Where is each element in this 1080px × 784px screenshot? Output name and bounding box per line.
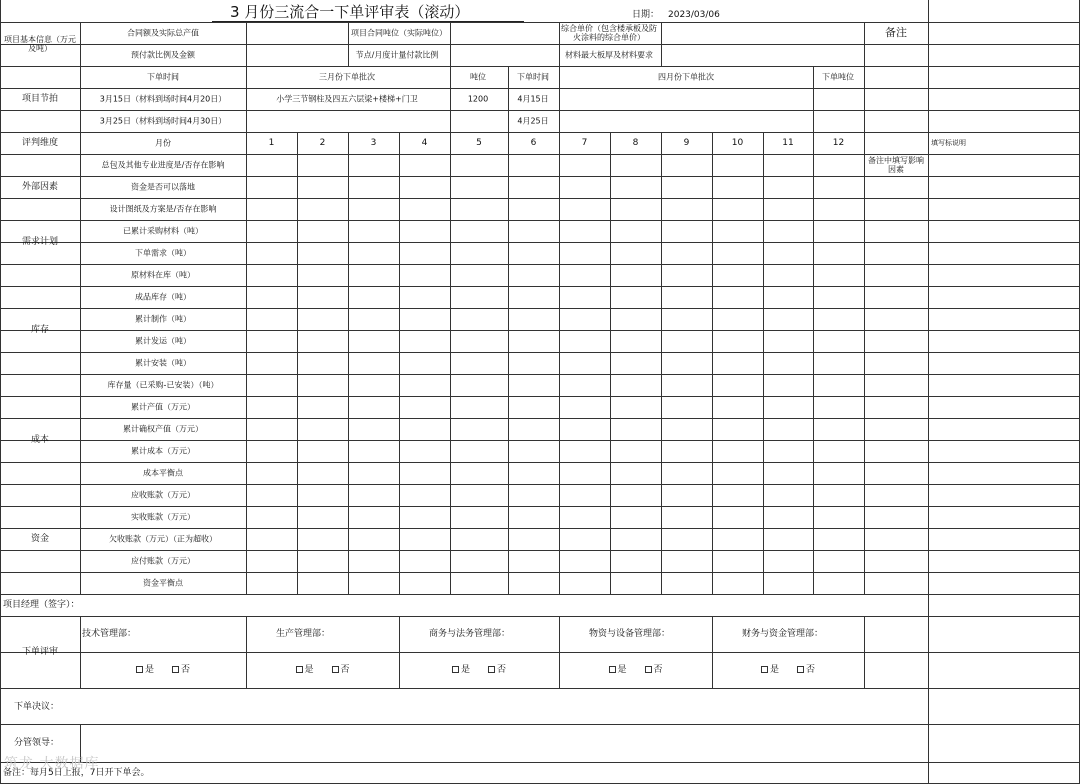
order-time-header-2: 下单时间 [517, 72, 549, 82]
row-label: 应收账款（万元） [131, 490, 195, 500]
month-4: 4 [421, 138, 428, 148]
schedule-label: 项目节拍 [21, 94, 59, 104]
row-label: 资金是否可以落地 [131, 182, 195, 192]
april-batch-header: 四月份下单批次 [658, 72, 714, 82]
row-label: 累计成本（万元） [131, 446, 195, 456]
fill-note: 填写标说明 [931, 139, 966, 147]
review-label: 下单评审 [21, 647, 59, 657]
row2-order-time[interactable]: 3月25日（材料到场时间4月30日） [99, 116, 227, 126]
merge-cover [1, 551, 80, 572]
merge-cover [1, 397, 80, 418]
checkbox-icon [331, 666, 338, 673]
row-label: 设计图纸及方案是/否存在影响 [109, 204, 217, 214]
checkbox-icon [172, 666, 179, 673]
row-label: 下单需求（吨） [135, 248, 191, 258]
row-label: 库存量（已采购-已安装）（吨） [107, 380, 219, 390]
group-label: 需求计划 [21, 237, 59, 247]
month-11: 11 [782, 138, 794, 148]
review-dept: 物资与设备管理部： [589, 629, 671, 639]
merge-cover [1, 67, 80, 88]
merge-cover [1, 595, 928, 616]
merge-cover [81, 725, 928, 762]
yes-checkbox[interactable] [608, 665, 626, 675]
prepay-label: 预付款比例及金额 [131, 50, 195, 60]
leader-label: 分管领导： [14, 738, 60, 748]
row2-date[interactable]: 4月25日 [517, 116, 549, 126]
checkbox-icon [452, 666, 459, 673]
row1-batch[interactable]: 小学三节钢柱及四五六层梁+楼梯+门卫 [276, 94, 418, 104]
no-text: 否 [805, 665, 816, 675]
date-value[interactable]: 2023/03/06 [668, 10, 720, 20]
checkbox-icon [608, 666, 615, 673]
remark-note: 备注中填写影响因素 [868, 156, 924, 174]
no-text: 否 [340, 665, 350, 675]
row-label: 总包及其他专业进度是/否存在影响 [101, 160, 225, 170]
no-checkbox[interactable] [644, 665, 662, 675]
yes-text: 是 [144, 665, 155, 675]
row-label: 累计安装（吨） [135, 358, 191, 368]
row-label: 累计制作（吨） [135, 314, 191, 324]
row-label: 累计发运（吨） [135, 336, 191, 346]
review-dept: 财务与资金管理部： [742, 629, 824, 639]
checkbox-icon [488, 666, 495, 673]
merge-cover [1, 155, 80, 176]
payment-ratio-label: 节点/月度计量付款比例 [355, 50, 439, 60]
date-label: 日期： [632, 10, 660, 20]
no-checkbox[interactable] [488, 665, 506, 675]
group-label: 外部因素 [21, 182, 59, 192]
order-tonnage-header: 下单吨位 [822, 72, 854, 82]
material-req-label: 材料最大板厚及材料要求 [565, 50, 653, 60]
title-underline [212, 21, 524, 22]
yes-text: 是 [769, 665, 780, 675]
pm-signature-label: 项目经理（签字）： [3, 600, 80, 610]
month-2: 2 [319, 138, 326, 148]
row-label: 已累计采购材料（吨） [123, 226, 203, 236]
tonnage-header: 吨位 [470, 72, 486, 82]
month-label: 月份 [155, 138, 171, 148]
review-dept: 生产管理部： [276, 629, 331, 639]
group-label: 资金 [30, 534, 50, 544]
row-label: 资金平衡点 [143, 578, 183, 588]
march-batch-header: 三月份下单批次 [319, 72, 375, 82]
tonnage-label: 项目合同吨位（实际吨位） [351, 28, 447, 38]
remark-header: 备注 [885, 26, 907, 39]
row1-date[interactable]: 4月15日 [517, 94, 549, 104]
row1-tonnage[interactable]: 1200 [467, 94, 489, 104]
month-8: 8 [632, 138, 639, 148]
footnote: 备注：每月5日上报，7日开下单会。 [3, 768, 150, 778]
decision-label: 下单决议： [14, 702, 60, 712]
month-9: 9 [683, 138, 690, 148]
merge-cover [1, 507, 80, 528]
no-text: 否 [496, 665, 507, 675]
contract-amount-label: 合同额及实际总产值 [127, 28, 199, 38]
group-label: 库存 [30, 325, 50, 335]
basic-info-label: 项目基本信息（万元及吨） [4, 35, 76, 53]
row-label: 实收账款（万元） [131, 512, 195, 522]
yes-text: 是 [304, 665, 314, 675]
no-text: 否 [180, 665, 191, 675]
yes-checkbox[interactable] [136, 665, 154, 675]
no-checkbox[interactable] [331, 665, 349, 675]
merge-cover [1, 287, 80, 308]
row-label: 原材料在库（吨） [131, 270, 195, 280]
month-1: 1 [268, 138, 275, 148]
month-12: 12 [832, 138, 845, 148]
no-checkbox[interactable] [797, 665, 815, 675]
dimension-label: 评判维度 [21, 138, 59, 148]
sheet-title: 3 月份三流合一下单评审表（滚动） [230, 3, 470, 21]
row1-order-time[interactable]: 3月15日（材料到场时间4月20日） [99, 94, 227, 104]
group-label: 成本 [30, 435, 50, 445]
yes-checkbox[interactable] [761, 665, 779, 675]
month-6: 6 [530, 138, 537, 148]
month-5: 5 [476, 138, 482, 148]
review-dept: 技术管理部： [82, 629, 137, 639]
row-label: 成品库存（吨） [135, 292, 191, 302]
no-checkbox[interactable] [172, 665, 190, 675]
yes-text: 是 [460, 665, 471, 675]
checkbox-icon [797, 666, 804, 673]
merge-cover [1, 265, 80, 286]
month-10: 10 [731, 138, 744, 148]
yes-text: 是 [617, 665, 627, 675]
row-label: 累计产值（万元） [131, 402, 195, 412]
checkbox-icon [761, 666, 768, 673]
month-7: 7 [581, 138, 588, 148]
month-3: 3 [370, 138, 377, 148]
review-dept: 商务与法务管理部： [429, 629, 511, 639]
merge-cover [1, 689, 928, 724]
row-label: 成本平衡点 [143, 468, 183, 478]
checkbox-icon [295, 666, 302, 673]
checkbox-icon [644, 666, 651, 673]
checkbox-icon [136, 666, 143, 673]
order-time-header: 下单时间 [147, 72, 179, 82]
yes-checkbox[interactable] [452, 665, 470, 675]
row-label: 欠收账款（万元）（正为超收） [109, 534, 217, 544]
merge-cover [1, 353, 80, 374]
row-label: 累计确权产值（万元） [123, 424, 203, 434]
no-text: 否 [653, 665, 663, 675]
row-label: 应付账款（万元） [131, 556, 195, 566]
watermark-logo: 筑龙 大数据库 [4, 756, 100, 772]
merge-cover [1, 485, 80, 506]
yes-checkbox[interactable] [295, 665, 313, 675]
unit-price-label: 综合单价（包含楼承板及防火涂料的综合单价） [561, 24, 657, 42]
